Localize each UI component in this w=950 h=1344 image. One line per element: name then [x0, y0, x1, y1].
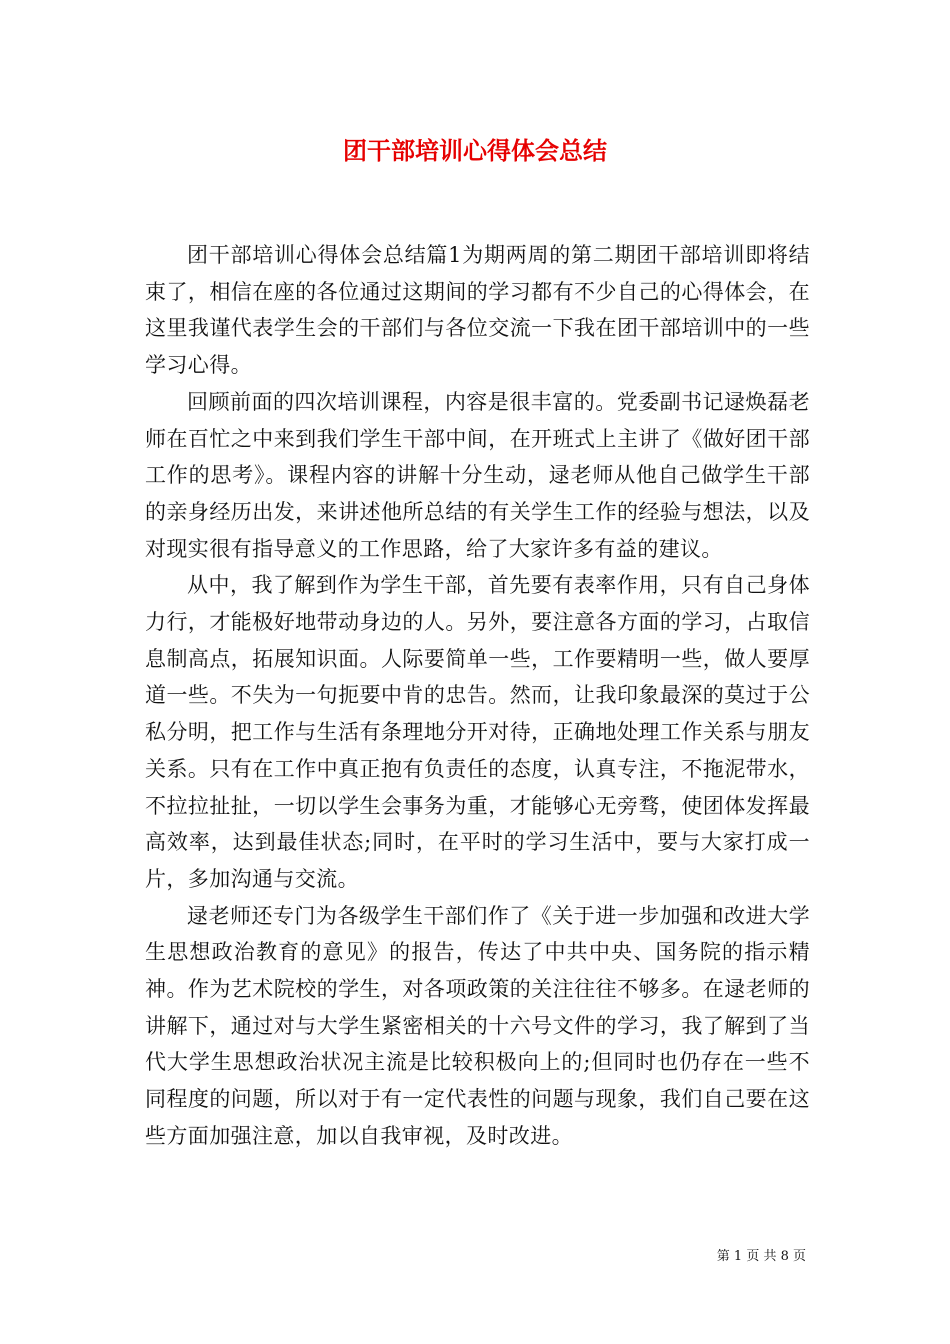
paragraph-2: 回顾前面的四次培训课程，内容是很丰富的。党委副书记逯焕磊老师在百忙之中来到我们学生干部中间，在开班式上主讲了《做好团干部工作的思考》。课程内容的讲解十分生动，逯老师从他自己做学生干部的亲身经历出发，来讲述他所总结的有关学生工作的经验与想法，以及对现实很有指导意义的工作思路，给了大家许多有益的建议。: [145, 389, 810, 561]
paragraph-4: 逯老师还专门为各级学生干部们作了《关于进一步加强和改进大学生思想政治教育的意见》的报告，传达了中共中央、国务院的指示精神。作为艺术院校的学生，对各项政策的关注往往不够多。在逯老师的讲解下，通过对与大学生紧密相关的十六号文件的学习，我了解到了当代大学生思想政治状况主流是比较积极向上的;但同时也仍存在一些不同程度的问题，所以对于有一定代表性的问题与现象，我们自己要在这些方面加强注意，加以自我审视，及时改进。: [145, 903, 810, 1148]
paragraph-1: 团干部培训心得体会总结篇1为期两周的第二期团干部培训即将结束了，相信在座的各位通过这期间的学习都有不少自己的心得体会，在这里我谨代表学生会的干部们与各位交流一下我在团干部培训中的一些学习心得。: [145, 243, 810, 378]
paragraph-3: 从中，我了解到作为学生干部，首先要有表率作用，只有自己身体力行，才能极好地带动身边的人。另外，要注意各方面的学习，占取信息制高点，拓展知识面。人际要简单一些，工作要精明一些，做人要厚道一些。不失为一句扼要中肯的忠告。然而，让我印象最深的莫过于公私分明，把工作与生活有条理地分开对待，正确地处理工作关系与朋友关系。只有在工作中真正抱有负责任的态度，认真专注，不拖泥带水，不拉拉扯扯，一切以学生会事务为重，才能够心无旁骛，使团体发挥最高效率，达到最佳状态;同时，在平时的学习生活中，要与大家打成一片，多加沟通与交流。: [145, 573, 810, 891]
document-title: 团干部培训心得体会总结: [343, 136, 607, 165]
document-body: [145, 237, 810, 1155]
page-number: 第 1 页 共 8 页: [716, 1249, 806, 1264]
